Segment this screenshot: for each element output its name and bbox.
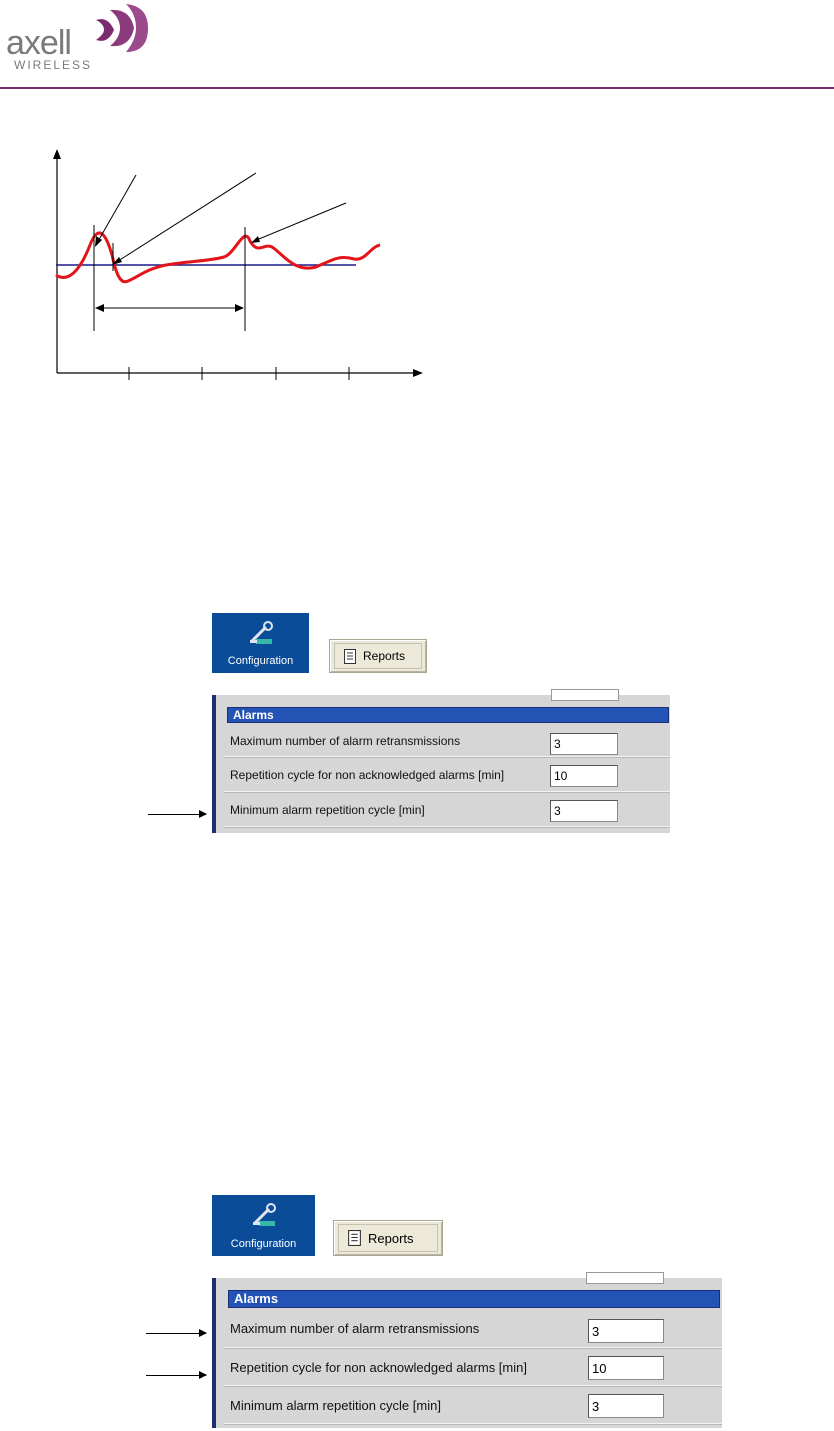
alarms-section-header: Alarms (228, 1290, 720, 1308)
min-repetition-cycle-input[interactable]: 3 (550, 800, 618, 822)
logo-subtitle: WIRELESS (14, 58, 93, 72)
max-retransmissions-label: Maximum number of alarm retransmissions (230, 733, 461, 748)
reports-label: Reports (368, 1230, 414, 1246)
report-document-icon (344, 649, 356, 664)
alarm-row (224, 725, 670, 757)
logo-wordmark: axell (6, 24, 71, 62)
max-retransmissions-input[interactable]: 3 (550, 733, 618, 755)
repetition-cycle-input[interactable]: 10 (588, 1356, 664, 1380)
alarm-row (224, 759, 670, 792)
report-document-icon (348, 1230, 361, 1246)
reports-button[interactable] (333, 1220, 443, 1256)
alarm-row (224, 794, 670, 827)
alarm-row (224, 1388, 722, 1424)
repetition-cycle-label: Repetition cycle for non acknowledged alarms [min] (230, 768, 505, 782)
partial-field (586, 1272, 664, 1284)
min-repetition-cycle-input[interactable]: 3 (588, 1394, 664, 1418)
alarm-row (224, 1310, 722, 1348)
min-repetition-cycle-label: Minimum alarm repetition cycle [min] (230, 1398, 441, 1413)
configuration-label: Configuration (230, 1238, 297, 1250)
max-retransmissions-label: Maximum number of alarm retransmissions (230, 1321, 480, 1336)
wrench-screwdriver-icon (246, 619, 276, 649)
min-repetition-cycle-label: Minimum alarm repetition cycle [min] (230, 803, 425, 817)
alarms-section-header: Alarms (227, 707, 669, 723)
header-divider (0, 87, 834, 89)
x-axis-arrowhead (413, 369, 423, 377)
alarm-timing-diagram (40, 145, 430, 385)
partial-field (551, 689, 619, 701)
repetition-cycle-label: Repetition cycle for non acknowledged alarms [min] (230, 1360, 527, 1375)
configuration-button[interactable] (212, 613, 309, 673)
pointer-arrow (146, 1333, 206, 1334)
logo-swoosh-icon (90, 4, 150, 54)
reports-label: Reports (363, 649, 406, 663)
callout-arrow (254, 203, 346, 241)
configuration-button[interactable] (212, 1195, 315, 1256)
alarms-panel (212, 1278, 722, 1428)
alarms-panel (212, 695, 670, 833)
y-axis-arrowhead (53, 149, 61, 159)
configuration-label: Configuration (227, 655, 294, 667)
max-retransmissions-input[interactable]: 3 (588, 1319, 664, 1343)
pointer-arrow (148, 814, 206, 815)
repetition-cycle-input[interactable]: 10 (550, 765, 618, 787)
wrench-screwdriver-icon (249, 1201, 279, 1231)
signal-curve (56, 233, 380, 282)
pointer-arrow (146, 1375, 206, 1376)
callout-arrow (97, 175, 136, 243)
company-logo (4, 4, 154, 74)
alarm-row (224, 1350, 722, 1386)
reports-button[interactable] (329, 639, 427, 673)
